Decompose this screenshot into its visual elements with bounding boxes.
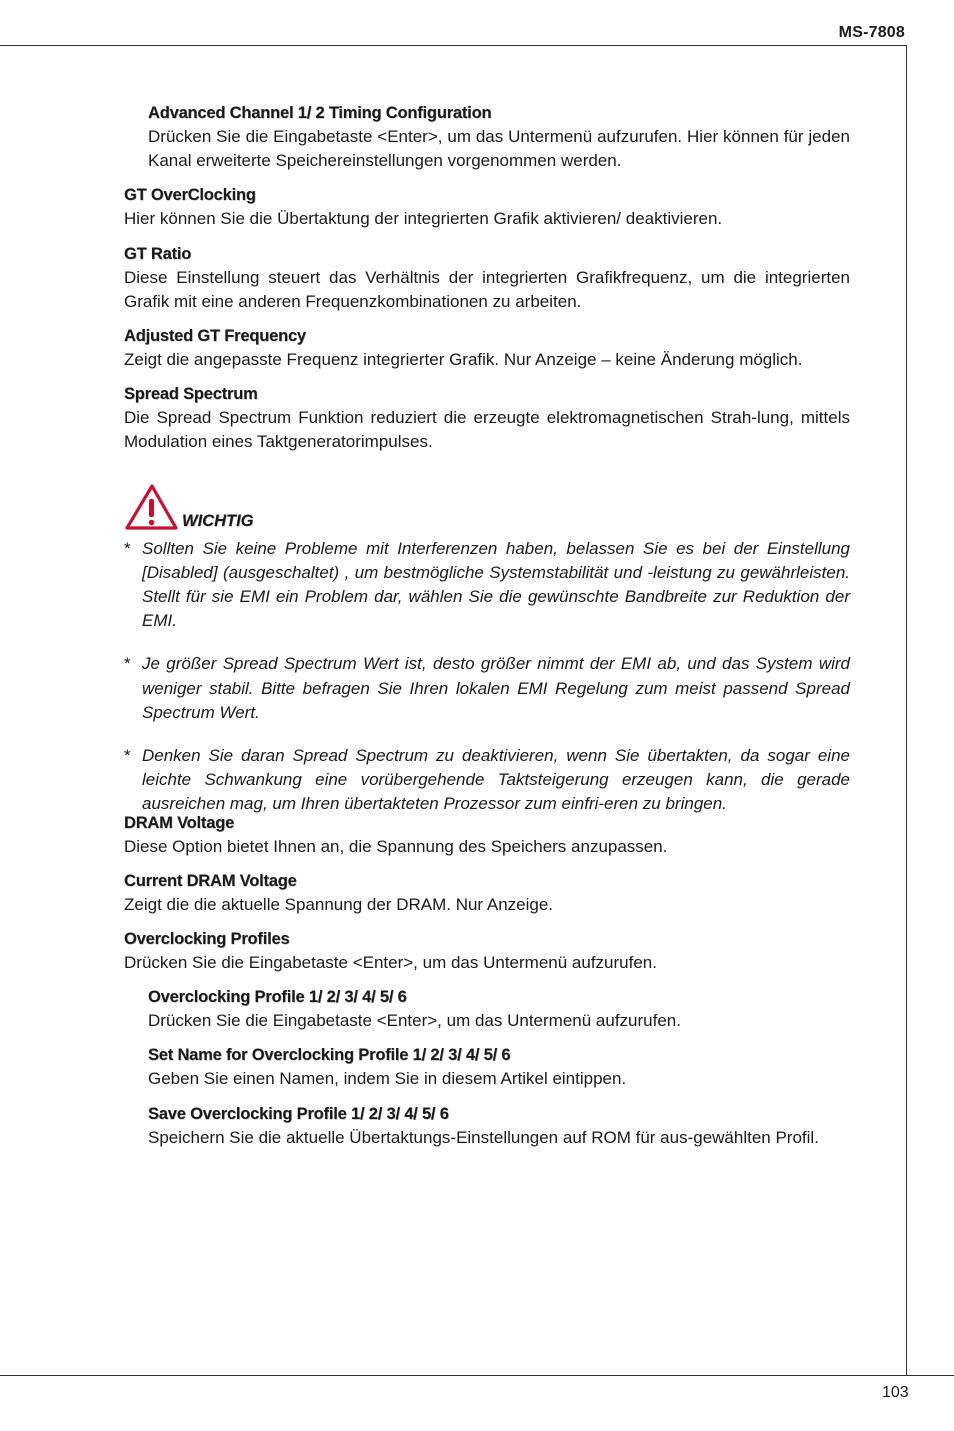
header-rule	[0, 45, 906, 46]
section-text: Diese Einstellung steuert das Verhältnis der integrierten Grafikfrequenz, um die integrierten Grafik mit eine anderen Frequenzkombinationen zu arbeiten.	[124, 267, 850, 311]
section-overclocking-profiles	[124, 927, 850, 975]
section-title: GT OverClocking	[124, 186, 256, 205]
section-overclocking-profile	[148, 985, 850, 1033]
section-adjusted-gt-frequency	[124, 324, 850, 372]
page-content	[124, 101, 850, 1160]
note-text: Denken Sie daran Spread Spectrum zu deaktivieren, wenn Sie übertakten, da sogar eine leichte Schwankung eine vorübergehende Taktsteigerung erzeugen kann, die gerade ausreichen mag, um Ihren übertakteten Prozessor zum einfri-eren zu bringen.	[142, 746, 850, 814]
section-text: Drücken Sie die Eingabetaste <Enter>, um das Untermenü aufzurufen. Hier können für jeden Kanal erweiterte Speichereinstellungen vorgenommen werden.	[148, 127, 850, 171]
footer-rule	[0, 1375, 954, 1376]
right-margin-rule	[906, 45, 907, 1375]
section-spread-spectrum	[124, 382, 850, 454]
warning-triangle-icon	[124, 483, 178, 531]
section-set-name-profile	[148, 1043, 850, 1091]
section-text: Zeigt die angepasste Frequenz integrierter Grafik. Nur Anzeige – keine Änderung möglich.	[124, 350, 803, 370]
section-gt-ratio	[124, 242, 850, 314]
section-text: Die Spread Spectrum Funktion reduziert die erzeugte elektromagnetischen Strah-lung, mittels Modulation eines Taktgeneratorimpulses.	[124, 408, 850, 452]
section-title: Overclocking Profile 1/ 2/ 3/ 4/ 5/ 6	[148, 988, 407, 1007]
section-text: Diese Option bietet Ihnen an, die Spannung des Speichers anzupassen.	[124, 836, 668, 856]
section-current-dram-voltage	[124, 869, 850, 917]
bullet-mark: *	[124, 654, 131, 674]
section-title: DRAM Voltage	[124, 813, 235, 832]
section-text: Drücken Sie die Eingabetaste <Enter>, um das Untermenü aufzurufen.	[124, 953, 657, 973]
bullet-mark: *	[124, 538, 131, 558]
section-title: Save Overclocking Profile 1/ 2/ 3/ 4/ 5/ 6	[148, 1104, 449, 1123]
section-advanced-channel	[148, 101, 850, 173]
important-title: WICHTIG	[182, 511, 254, 530]
section-text: Speichern Sie die aktuelle Übertaktungs-Einstellungen auf ROM für aus-gewählten Profil.	[148, 1127, 819, 1147]
important-note	[124, 652, 850, 725]
important-note	[124, 537, 850, 634]
section-text: Hier können Sie die Übertaktung der integrierten Grafik aktivieren/ deaktivieren.	[124, 209, 723, 229]
note-text: Je größer Spread Spectrum Wert ist, desto größer nimmt der EMI ab, und das System wird weniger stabil. Bitte befragen Sie Ihren lokalen EMI Regelung zum meist passend Spread Spectrum Wert.	[142, 654, 850, 722]
section-title: Set Name for Overclocking Profile 1/ 2/ 3/ 4/ 5/ 6	[148, 1046, 511, 1065]
note-text: Sollten Sie keine Probleme mit Interferenzen haben, belassen Sie es bei der Einstellung [Disabled] (ausgeschaltet) , um bestmögliche Systemstabilität und -leistung zu gewährleisten. Stellt für sie EMI ein Problem dar, wählen Sie die gewünschte Bandbreite zur Reduktion der EMI.	[142, 538, 850, 631]
section-text: Zeigt die die aktuelle Spannung der DRAM. Nur Anzeige.	[124, 894, 554, 914]
section-text: Geben Sie einen Namen, indem Sie in diesem Artikel eintippen.	[148, 1069, 627, 1089]
important-header	[124, 483, 850, 533]
section-dram-voltage	[124, 811, 850, 859]
section-title: Spread Spectrum	[124, 385, 258, 404]
section-save-profile	[148, 1102, 850, 1150]
bullet-mark: *	[124, 746, 131, 766]
section-title: Overclocking Profiles	[124, 930, 290, 949]
section-text: Drücken Sie die Eingabetaste <Enter>, um das Untermenü aufzurufen.	[148, 1011, 681, 1031]
section-title: Current DRAM Voltage	[124, 871, 297, 890]
page-number: 103	[882, 1384, 909, 1401]
section-title: Adjusted GT Frequency	[124, 327, 306, 346]
section-gt-overclocking	[124, 183, 850, 231]
model-label: MS-7808	[838, 24, 905, 41]
section-title: Advanced Channel 1/ 2 Timing Configuration	[148, 104, 492, 122]
important-note	[124, 744, 850, 817]
section-title: GT Ratio	[124, 244, 192, 263]
